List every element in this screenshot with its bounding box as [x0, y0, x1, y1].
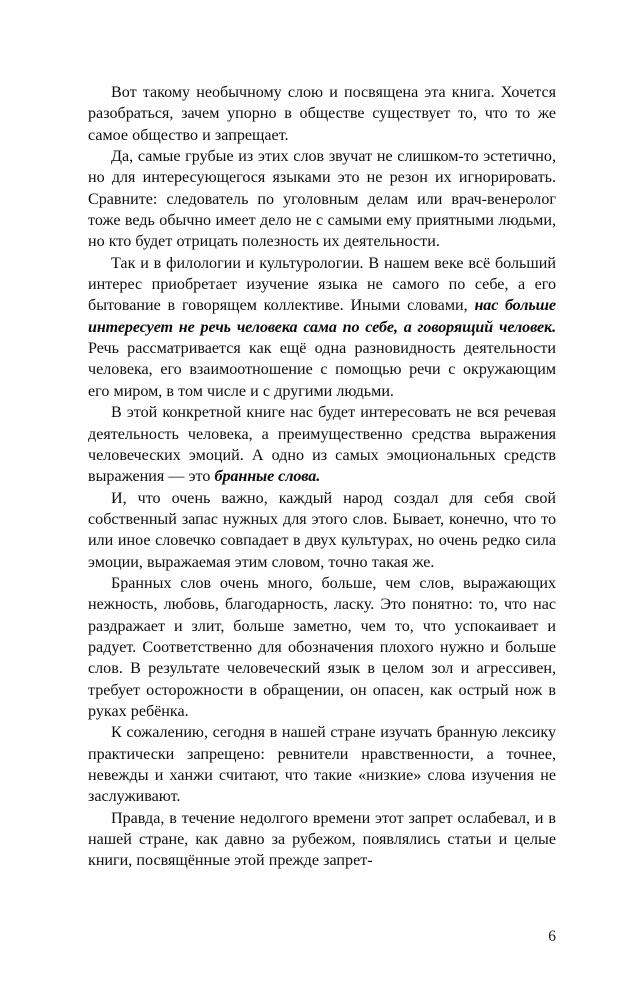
paragraph — [88, 253, 556, 402]
emphasized-text: бранные слова. — [214, 468, 321, 486]
emphasized-text: нас больше интересует не речь человека сама по себе, а говорящий человек. — [88, 297, 556, 336]
page-text-body — [88, 82, 556, 872]
body-text: К сожалению, сегодня в нашей стране изучать бранную лексику практически запрещено: ревнители нравственности, а точнее, невежды и ханжи считают, что такие «низкие» слова изучения не заслуживают. — [88, 724, 556, 806]
body-text: И, что очень важно, каждый народ создал для себя свой собственный запас нужных для этого слов. Бывает, конечно, что то или иное словечко совпадает в двух культурах, но очень редко сила эмоции, выражаемая этим словом, точно такая же. — [88, 489, 556, 571]
paragraph — [88, 573, 556, 722]
paragraph — [88, 146, 556, 253]
body-text: Правда, в течение недолгого времени этот запрет ослабевал, и в нашей стране, как давно за рубежом, появлялись статьи и целые книги, посвящённые этой прежде запрет- — [88, 809, 556, 870]
body-text: Речь рассматривается как ещё одна разновидность деятельности человека, его взаимоотношение с помощью речи с окружающим его миром, в том числе и с другими людьми. — [88, 340, 556, 400]
paragraph — [88, 722, 556, 807]
body-text: Бранных слов очень много, больше, чем слов, выражающих нежность, любовь, благодарность, ласку. Это понятно: то, что нас раздражает и злит, больше заметно, чем то, что успокаивает и радует. Соответственно для обозначения плохого нужно и больше слов. В результате человеческий язык в целом зол и агрессивен, требует осторожности в обращении, он опасен, как острый нож в руках ребёнка. — [88, 574, 556, 720]
paragraph — [88, 488, 556, 573]
body-text: Да, самые грубые из этих слов звучат не слишком-то эстетично, но для интересующегося языками это не резон их игнорировать. Сравните: следователь по уголовным делам или врач-венеролог тоже ведь обычно имеет дело не с самыми ему приятными людьми, но кто будет отрицать полезность их деятельности. — [88, 148, 556, 251]
paragraph — [88, 402, 556, 487]
body-text: Так и в филологии и культурологии. В нашем веке всё больший интерес приобретает изучение языка не самого по себе, а его бытование в говорящем коллективе. Иными словами, — [88, 254, 556, 315]
page-number: 6 — [548, 928, 556, 945]
paragraph — [88, 82, 556, 146]
body-text: В этой конкретной книге нас будет интересовать не вся речевая деятельность человека, а преимущественно средства выражения человеческих эмоций. А одно из самых эмоциональных средств выражения — это — [88, 404, 556, 486]
paragraph — [88, 808, 556, 872]
body-text: Вот такому необычному слою и посвящена эта книга. Хочется разобраться, зачем упорно в обществе существует то, что то же самое общество и запрещает. — [88, 84, 556, 144]
